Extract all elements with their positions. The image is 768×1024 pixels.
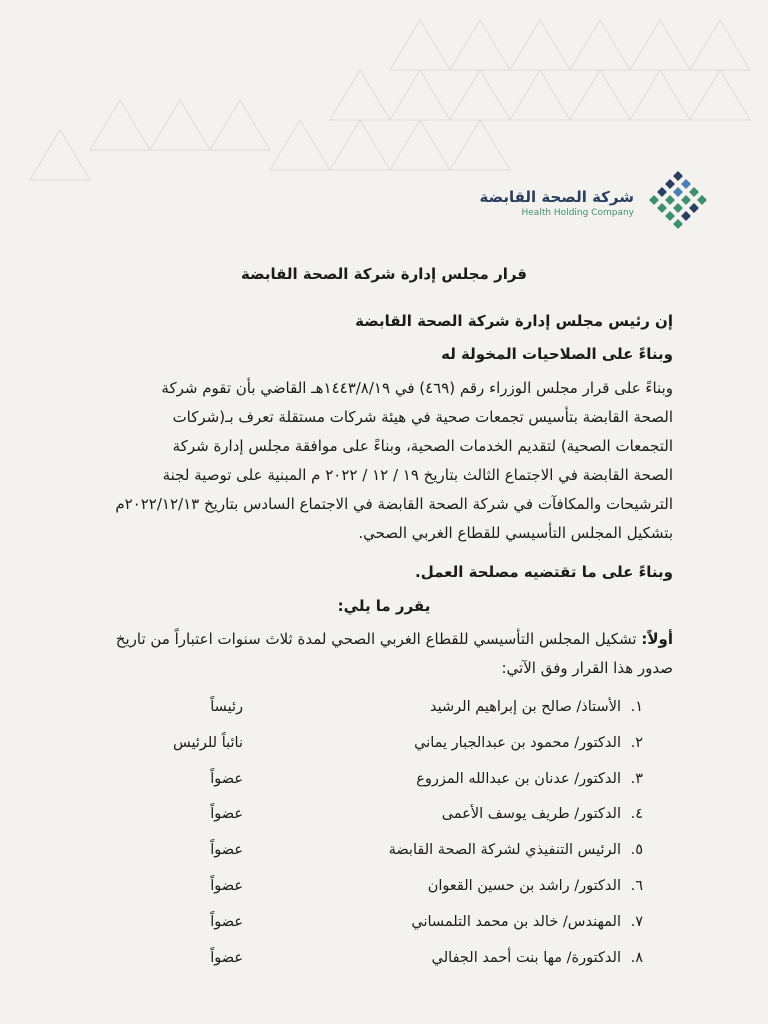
logo-arabic-text: شركة الصحة القابضة [479, 188, 634, 206]
first-clause-label: أولاً: [641, 630, 673, 648]
first-clause-line-2: صدور هذا القرار وفق الآتي: [501, 659, 673, 677]
member-role: عضواً [210, 878, 243, 894]
logo-english-text: Health Holding Company [521, 208, 634, 218]
member-number: ٢. [630, 734, 643, 751]
member-role: عضواً [210, 949, 243, 966]
member-name: الدكتور/ طريف يوسف الأعمى [441, 806, 621, 823]
first-clause-line-1 [80, 630, 673, 648]
member-name: المهندس/ خالد بن محمد التلمساني [411, 913, 621, 930]
member-name: الدكتور/ عدنان بن عبدالله المزروع [416, 770, 621, 787]
member-number: ٨. [630, 949, 643, 966]
member-role: رئيساً [210, 699, 243, 715]
member-number: ٥. [630, 842, 643, 859]
document-title: قرار مجلس إدارة شركة الصحة القابضة [240, 265, 527, 283]
member-number: ٣. [630, 770, 643, 787]
intro-line-1: إن رئيس مجلس إدارة شركة الصحة القابضة [355, 312, 673, 330]
member-name: الدكتورة/ مها بنت أحمد الجفالي [431, 949, 621, 966]
member-role: نائباً للرئيس [172, 734, 243, 751]
member-role: عضواً [210, 770, 243, 787]
preamble-line: الصحة القابضة في الاجتماع الثالث بتاريخ ١٩ / ١٢ / ٢٠٢٢ م المبنية على توصية لجنة [162, 466, 673, 484]
member-name: الرئيس التنفيذي لشركة الصحة القابضة [388, 842, 621, 859]
member-number: ٤. [630, 806, 643, 823]
decides-heading: يقرر ما يلي: [337, 597, 431, 615]
interest-line: وبناءً على ما تقتضيه مصلحة العمل. [415, 563, 673, 581]
preamble-paragraph [80, 374, 673, 548]
member-role: عضواً [210, 913, 243, 930]
member-name: الأستاذ/ صالح بن إبراهيم الرشيد [430, 699, 621, 715]
member-number: ١. [630, 699, 643, 715]
preamble-line: التجمعات الصحية) لتقديم الخدمات الصحية، وبناءً على موافقة مجلس إدارة شركة [172, 437, 673, 455]
member-name: الدكتور/ راشد بن حسين القعوان [427, 878, 621, 894]
intro-line-2: وبناءً على الصلاحيات المخولة له [441, 345, 673, 363]
preamble-line: الصحة القابضة بتأسيس تجمعات صحية في هيئة شركات مستقلة تعرف بـ(شركات [172, 408, 673, 426]
preamble-line: وبناءً على قرار مجلس الوزراء رقم (٤٦٩) في ١٤٤٣/٨/١٩هـ القاضي بأن تقوم شركة [161, 379, 673, 397]
member-name: الدكتور/ محمود بن عبدالجبار يماني [414, 734, 621, 751]
member-number: ٦. [630, 878, 643, 894]
preamble-line: بتشكيل المجلس التأسيسي للقطاع الغربي الصحي. [358, 524, 673, 542]
member-role: عضواً [210, 842, 243, 859]
preamble-line: الترشيحات والمكافآت في شركة الصحة القابضة في الاجتماع السادس بتاريخ ٢٠٢٢/١٢/١٣م [115, 495, 673, 513]
member-number: ٧. [630, 913, 643, 930]
member-role: عضواً [210, 806, 243, 823]
first-clause-text: تشكيل المجلس التأسيسي للقطاع الغربي الصحي لمدة ثلاث سنوات اعتباراً من تاريخ [115, 630, 637, 648]
